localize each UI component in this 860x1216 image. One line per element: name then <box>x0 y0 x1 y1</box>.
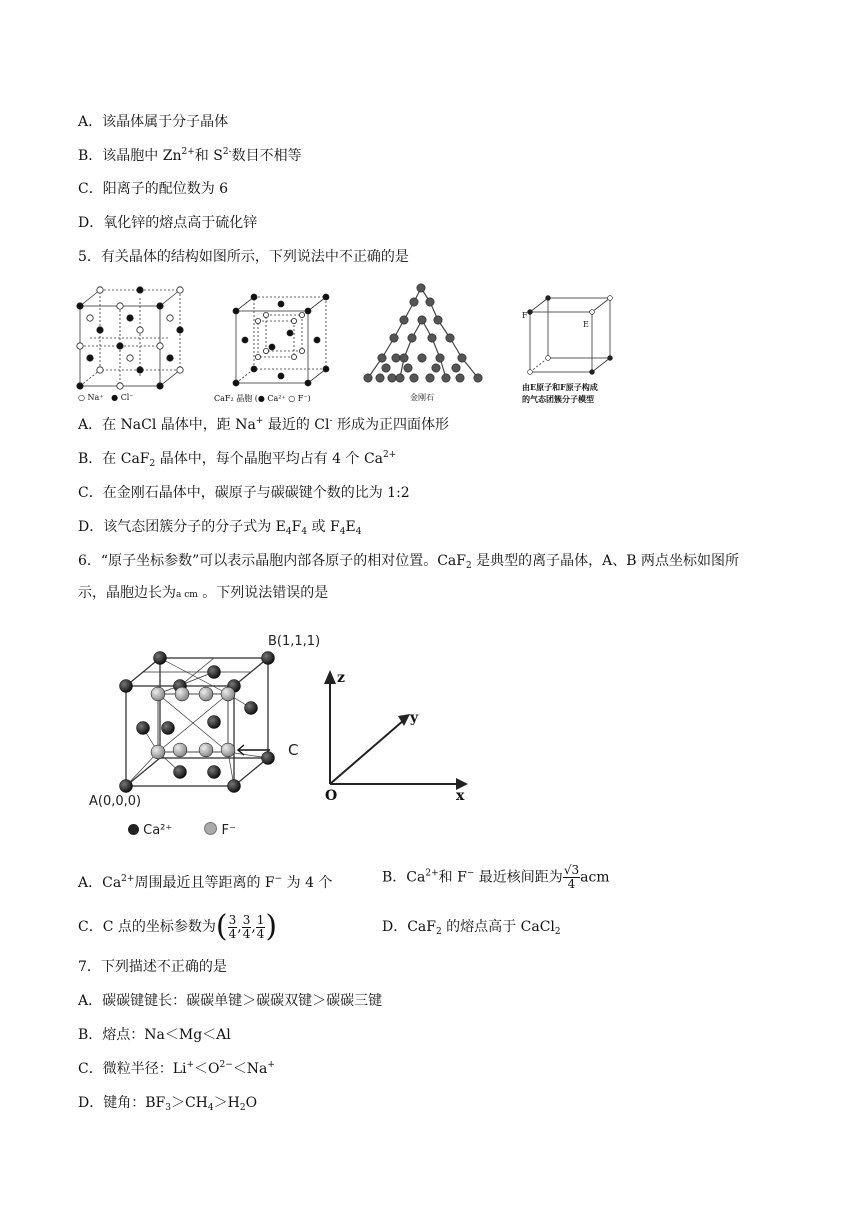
diamond-caption: 金刚石 <box>410 393 434 402</box>
q6-option-c: C．C 点的坐标参数为( $\frac{3}{4}$ , $\frac{3}{4}$ , $\frac{1}{4}$ ) <box>78 909 278 944</box>
cluster-caption-line2: 的气态团簇分子模型 <box>522 394 594 404</box>
q7-stem: 7．下列描述不正确的是 <box>78 959 227 975</box>
q5-option-d: D．该气态团簇分子的分子式为 $E_4F_4$ 或 $F_4E_4$ <box>78 519 362 537</box>
q6-stem-line1: 6．“原子坐标参数”可以表示晶胞内部各原子的相对位置。CaF$_2$ 是典型的离子晶体，A、B 两点坐标如图所 <box>78 553 740 571</box>
q7-option-d: D．键角：$BF_3>CH_4>H_2O$ <box>78 1095 258 1113</box>
cluster-label-f: F <box>522 311 528 320</box>
caf2-coordinate-cell-figure <box>100 632 310 812</box>
q5-option-a: A．在 NaCl 晶体中，距 Na+ 最近的 Cl- 形成为正四面体形 <box>78 416 449 433</box>
point-c-label: C <box>288 741 299 759</box>
cluster-caption-line1: 由E原子和F原子构成 <box>522 382 598 392</box>
q4-option-c: C．阳离子的配位数为 6 <box>78 181 229 197</box>
q4-option-a: A．该晶体属于分子晶体 <box>78 114 229 130</box>
q6-option-a: A．$Ca^{2+}$周围最近且等距离的 F− 为 4 个 <box>78 874 333 891</box>
q4-option-b: B．该晶胞中 $Zn^{2+}$和 $S^{2-}$数目不相等 <box>78 147 302 164</box>
q4-option-d: D．氧化锌的熔点高于硫化锌 <box>78 215 258 231</box>
axis-z-label: z <box>337 670 345 686</box>
q7-option-b: B．熔点：Na＜Mg＜Al <box>78 1027 231 1043</box>
q5-stem: 5．有关晶体的结构如图所示，下列说法中不正确的是 <box>78 249 409 265</box>
axis-origin-label: O <box>325 788 338 804</box>
q5-option-b: B．在 CaF$_2$ 晶体中，每个晶胞平均占有 4 个 $Ca^{2+}$ <box>78 450 397 469</box>
axis-y-label: y <box>410 710 419 726</box>
q5-option-c: C．在金刚石晶体中，碳原子与碳碳键个数的比为 1:2 <box>78 485 410 501</box>
q6-option-d: D．CaF$_2$ 的熔点高于 CaCl$_2$ <box>382 919 561 937</box>
diamond-structure-figure <box>360 278 492 388</box>
nacl-legend: ○ Na⁺ ● Cl⁻ <box>78 393 134 402</box>
q7-option-a: A．碳碳键键长：碳碳单键＞碳碳双键＞碳碳三键 <box>78 993 383 1009</box>
cluster-label-e: E <box>583 320 589 329</box>
q6-stem-line2: 示，晶胞边长为a cm 。下列说法错误的是 <box>78 585 329 601</box>
axis-x-label: x <box>456 788 465 804</box>
caf2-caption: CaF₂ 晶胞 (● Ca²⁺ ○ F⁻) <box>214 394 311 403</box>
q6-figure-legend: Ca²⁺ F⁻ <box>128 822 236 838</box>
nacl-lattice-figure <box>76 286 188 404</box>
caf2-unit-cell-figure <box>226 293 330 393</box>
point-a-label: A(0,0,0) <box>89 794 142 809</box>
cluster-molecule-figure <box>518 294 614 376</box>
q6-option-b: B．$Ca^{2+}$和 F− 最近核间距为 $\frac{√3}{4}$ acm <box>382 863 610 891</box>
q7-option-c: C．微粒半径：$Li^+<O^{2-}<Na^+$ <box>78 1060 275 1077</box>
point-b-label: B(1,1,1) <box>268 634 321 649</box>
